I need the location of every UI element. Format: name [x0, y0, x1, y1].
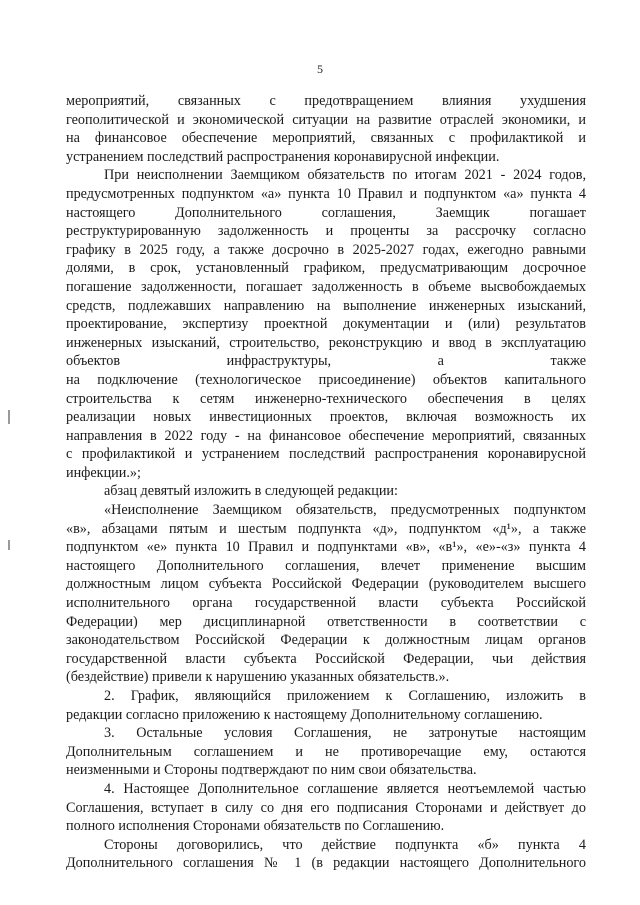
paragraph	[66, 836, 586, 873]
paragraph	[66, 92, 586, 166]
text-line: реструктурированную задолженность и проценты за рассрочку согласно	[66, 223, 586, 240]
text-line: на подключение (технологическое присоединение) объектов капитального	[66, 371, 586, 388]
text-line: Дополнительным соглашением и не противоречащие ему, остаются	[66, 743, 586, 760]
text-line: инженерных изысканий, строительство, реконструкцию и ввод в эксплуатацию	[66, 334, 586, 351]
text-line: настоящего Дополнительного соглашения, Заемщик погашает	[66, 204, 586, 221]
text-line: неизменными и Стороны подтверждают по ним свои обязательства.	[66, 762, 477, 779]
margin-scan-mark	[8, 410, 10, 424]
text-line: мероприятий, связанных с предотвращением влияния ухудшения	[66, 93, 586, 109]
paragraph	[66, 482, 586, 501]
text-line: графику в 2025 году, а также досрочно в 2025-2027 годах, ежегодно равными	[66, 241, 586, 258]
text-line: Федерации) мер дисциплинарной ответственности в соответствии с	[66, 613, 586, 630]
text-line: (бездействие) привели к нарушению указанных обязательств.».	[66, 669, 450, 686]
text-line: должностным лицом субъекта Российской Федерации (руководителем высшего	[66, 576, 586, 593]
text-line: 2. График, являющийся приложением к Соглашению, изложить в	[104, 688, 586, 704]
paragraph	[66, 724, 586, 780]
document-body	[66, 92, 586, 873]
paragraph	[66, 687, 586, 724]
text-line: 4. Настоящее Дополнительное соглашение является неотъемлемой частью	[104, 780, 586, 797]
text-line: Дополнительного соглашения № 1 (в редакции настоящего Дополнительного	[66, 855, 586, 872]
text-line: редакции согласно приложению к настоящему Дополнительному соглашению.	[66, 706, 543, 723]
page-number: 5	[317, 62, 323, 76]
text-line: настоящего Дополнительного соглашения, влечет применение высшим	[66, 557, 586, 574]
text-line: «в», абзацами пятым и шестым подпункта «д», подпунктом «д¹», а также	[66, 520, 586, 537]
text-line: геополитической и экономической ситуации на развитие отраслей экономики, и	[66, 111, 586, 128]
text-line: исполнительного органа государственной власти субъекта Российской	[66, 595, 586, 612]
text-line: устранением последствий распространения коронавирусной инфекции.	[66, 148, 500, 165]
text-line: погашение задолженности, погашает задолженность в объеме высвобождаемых	[66, 278, 586, 295]
text-line: проектирование, экспертизу проектной документации и (или) результатов	[66, 316, 586, 333]
text-line: реализации новых инвестиционных проектов, включая возможность их	[66, 409, 586, 426]
paragraph	[66, 780, 586, 836]
text-line: законодательством Российской Федерации к должностным лицам органов	[66, 632, 586, 649]
margin-scan-mark	[8, 540, 10, 550]
paragraph	[66, 501, 586, 687]
text-line: направления в 2022 году - на финансовое обеспечение мероприятий, связанных	[66, 427, 586, 444]
text-line: 3. Остальные условия Соглашения, не затронутые настоящим	[104, 725, 586, 742]
text-line: на финансовое обеспечение мероприятий, связанных с профилактикой и	[66, 130, 586, 147]
text-line: «Неисполнение Заемщиком обязательств, предусмотренных подпунктом	[104, 502, 586, 519]
text-line: инфекции.»;	[66, 464, 141, 481]
text-line: государственной власти субъекта Российской Федерации, чьи действия	[66, 650, 586, 667]
text-line: предусмотренных подпунктом «а» пункта 10 Правил и подпунктом «а» пункта 4	[66, 185, 586, 202]
text-line: Соглашения, вступает в силу со дня его подписания Сторонами и действует до	[66, 799, 586, 816]
text-line: средств, подлежавших направлению на выполнение инженерных изысканий,	[66, 297, 586, 314]
paragraph	[66, 166, 586, 482]
text-line: долями, в срок, установленный графиком, предусматривающим досрочное	[66, 260, 586, 277]
text-line: с профилактикой и устранением последствий распространения коронавирусной	[66, 446, 586, 463]
text-line: абзац девятый изложить в следующей редакции:	[104, 483, 398, 500]
text-line: подпунктом «е» пункта 10 Правил и подпунктами «в», «в¹», «е»-«з» пункта 4	[66, 539, 586, 556]
text-line: При неисполнении Заемщиком обязательств по итогам 2021 - 2024 годов,	[104, 167, 586, 184]
text-line: полного исполнения Сторонами обязательств по Соглашению.	[66, 818, 445, 835]
text-line: Стороны договорились, что действие подпункта «б» пункта 4	[104, 836, 586, 853]
text-line: объектов инфраструктуры, а также	[66, 353, 586, 370]
text-line: строительства к сетям инженерно-технического обеспечения в целях	[66, 390, 586, 407]
